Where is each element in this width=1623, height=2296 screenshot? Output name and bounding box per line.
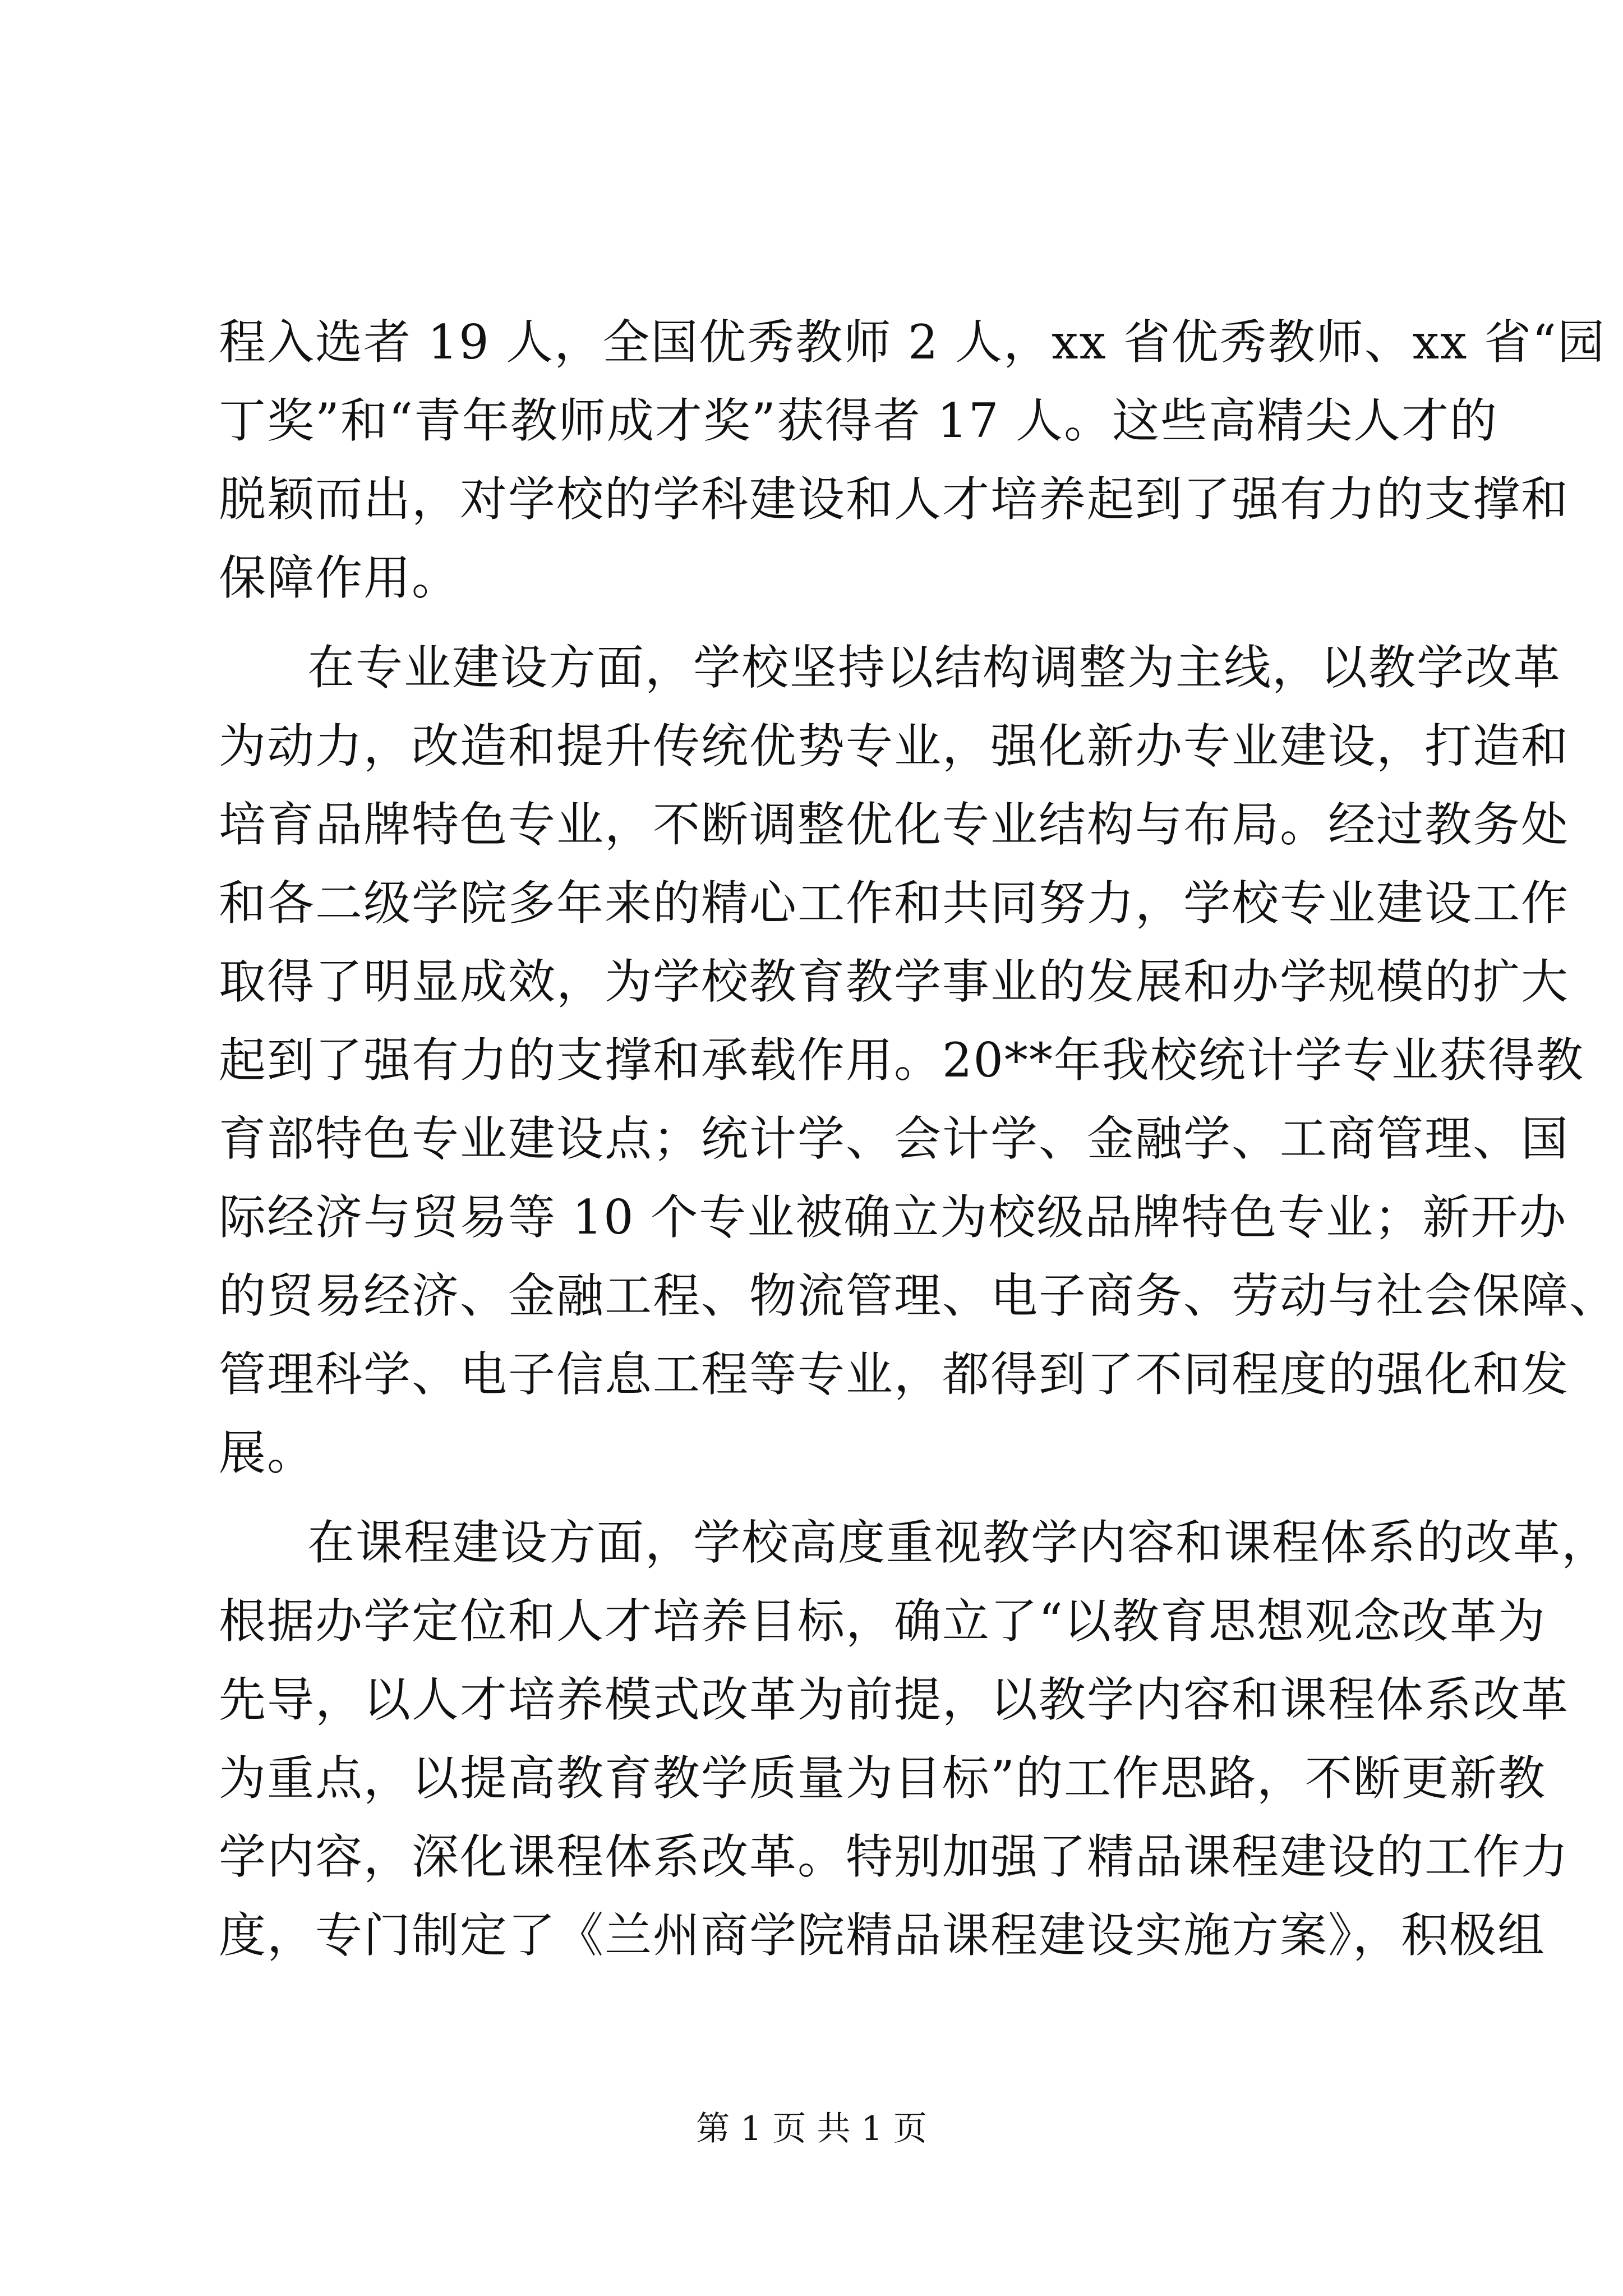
text-line: 度，专门制定了《兰州商学院精品课程建设实施方案》，积极组 [219,1908,1546,1963]
paragraph-first-line: 在专业建设方面，学校坚持以结构调整为主线，以教学改革 [307,640,1562,695]
text-line: 程入选者 19 人，全国优秀教师 2 人，xx 省优秀教师、xx 省“园 [219,315,1606,370]
text-line: 取得了明显成效，为学校教育教学事业的发展和办学规模的扩大 [219,954,1570,1009]
text-line: 的贸易经济、金融工程、物流管理、电子商务、劳动与社会保障、 [219,1268,1618,1323]
page-footer: 第 1 页 共 1 页 [696,2109,927,2148]
paragraph-first-line: 在课程建设方面，学校高度重视教学内容和课程体系的改革， [307,1515,1610,1570]
text-line: 先导，以人才培养模式改革为前提，以教学内容和课程体系改革 [219,1672,1570,1727]
text-line: 际经济与贸易等 10 个专业被确立为校级品牌特色专业；新开办 [219,1190,1567,1245]
text-line: 为动力，改造和提升传统优势专业，强化新办专业建设，打造和 [219,719,1570,774]
text-line: 育部特色专业建设点；统计学、会计学、金融学、工商管理、国 [219,1111,1570,1166]
text-line: 学内容，深化课程体系改革。特别加强了精品课程建设的工作力 [219,1829,1570,1884]
text-line: 丁奖”和“青年教师成才奖”获得者 17 人。这些高精尖人才的 [219,393,1498,448]
text-line: 根据办学定位和人才培养目标，确立了“以教育思想观念改革为 [219,1594,1546,1649]
text-line: 为重点，以提高教育教学质量为目标”的工作思路，不断更新教 [219,1751,1546,1806]
text-line: 脱颖而出，对学校的学科建设和人才培养起到了强有力的支撑和 [219,472,1570,527]
text-line: 保障作用。 [219,550,460,605]
text-line: 和各二级学院多年来的精心工作和共同努力，学校专业建设工作 [219,876,1570,931]
text-line: 起到了强有力的支撑和承载作用。20**年我校统计学专业获得教 [219,1033,1584,1088]
text-line: 管理科学、电子信息工程等专业，都得到了不同程度的强化和发 [219,1347,1570,1402]
text-line: 培育品牌特色专业，不断调整优化专业结构与布局。经过教务处 [219,797,1570,852]
text-line: 展。 [219,1425,316,1480]
